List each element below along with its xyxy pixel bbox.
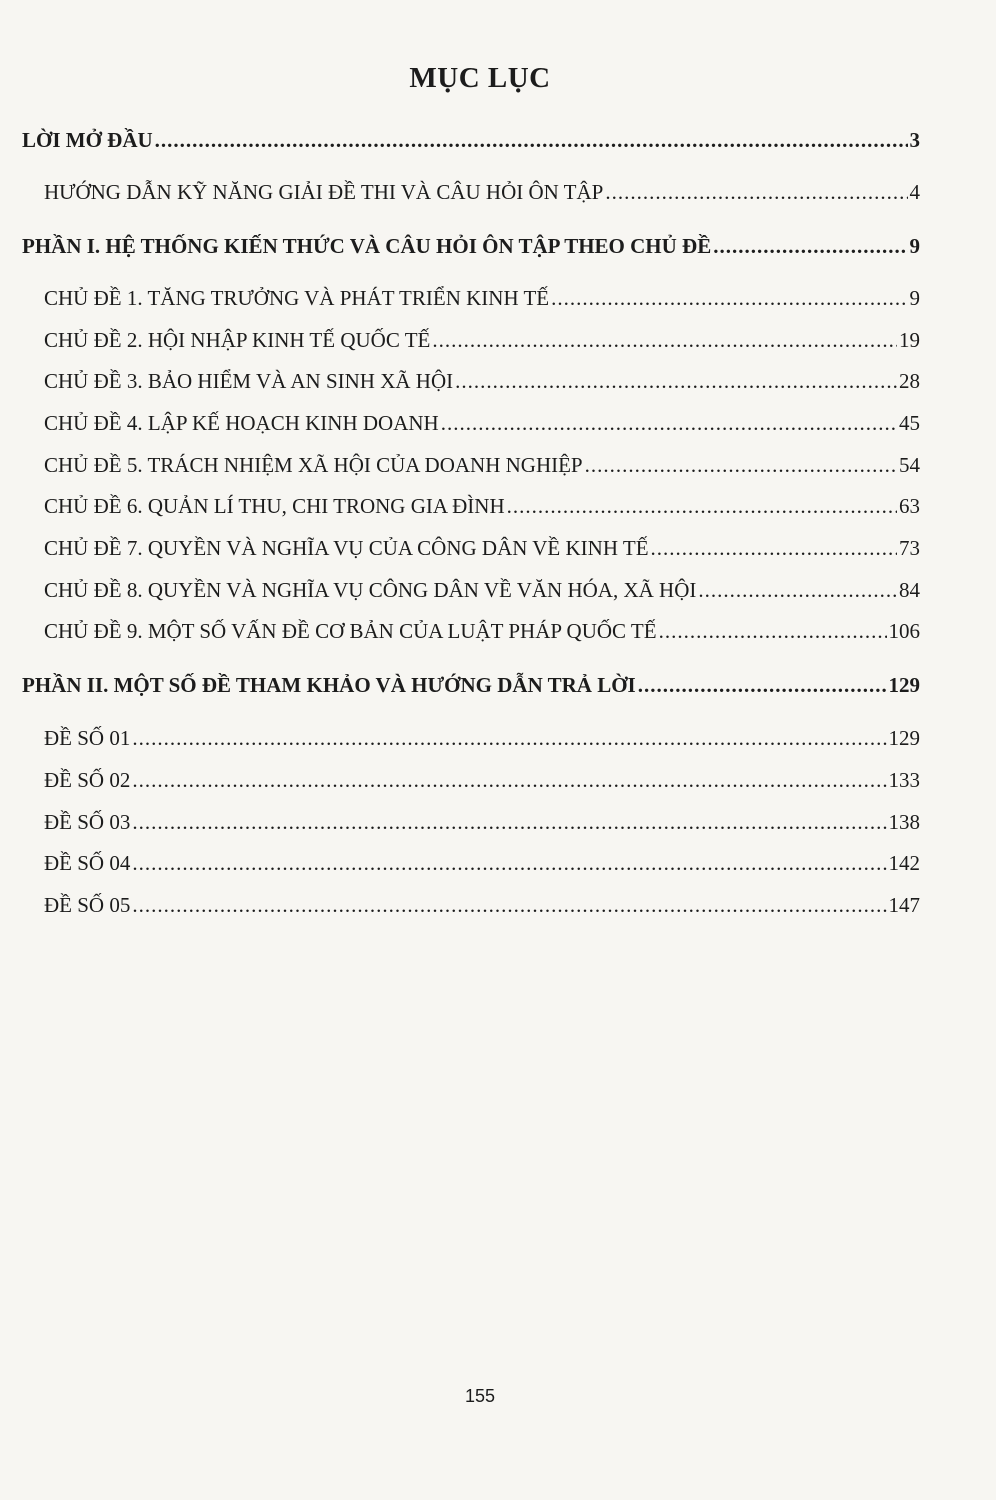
toc-dot-leader	[507, 492, 897, 520]
toc-entry-page: 9	[909, 234, 920, 258]
toc-dot-leader	[455, 367, 897, 395]
toc-entry	[44, 849, 920, 877]
toc-entry	[44, 178, 920, 206]
toc-entry-page: 9	[909, 286, 920, 310]
toc-entry-page: 142	[888, 851, 920, 875]
toc-entry	[22, 671, 920, 699]
page-number: 155	[464, 1386, 496, 1406]
toc-entry-page: 73	[899, 536, 920, 560]
toc-entry-label: CHỦ ĐỀ 4. LẬP KẾ HOẠCH KINH DOANH	[44, 411, 439, 435]
toc-entry	[44, 284, 920, 312]
toc-entry-label: HƯỚNG DẪN KỸ NĂNG GIẢI ĐỀ THI VÀ CÂU HỎI ÔN TẬP	[44, 180, 604, 204]
toc-entry	[44, 766, 920, 794]
toc-entry-page: 84	[899, 578, 920, 602]
toc-entry	[22, 126, 920, 154]
toc-entry-label: CHỦ ĐỀ 5. TRÁCH NHIỆM XÃ HỘI CỦA DOANH NGHIỆP	[44, 453, 583, 477]
toc-entry	[44, 409, 920, 437]
toc-entry-label: CHỦ ĐỀ 7. QUYỀN VÀ NGHĨA VỤ CỦA CÔNG DÂN VỀ KINH TẾ	[44, 536, 649, 560]
toc-entry	[44, 808, 920, 836]
toc-entry-label: CHỦ ĐỀ 2. HỘI NHẬP KINH TẾ QUỐC TẾ	[44, 328, 431, 352]
toc-entry-page: 147	[888, 893, 920, 917]
toc-entry-page: 138	[888, 810, 920, 834]
toc-dot-leader	[659, 617, 887, 645]
toc-entry-label: CHỦ ĐỀ 1. TĂNG TRƯỞNG VÀ PHÁT TRIỂN KINH TẾ	[44, 286, 550, 310]
toc-entry	[44, 576, 920, 604]
toc-entry	[44, 492, 920, 520]
toc-entry	[44, 534, 920, 562]
toc-entry-label: CHỦ ĐỀ 9. MỘT SỐ VẤN ĐỀ CƠ BẢN CỦA LUẬT PHÁP QUỐC TẾ	[44, 619, 657, 643]
toc-entry-label: ĐỀ SỐ 03	[44, 810, 131, 834]
toc-entry-page: 19	[899, 328, 920, 352]
toc-entry-label: ĐỀ SỐ 05	[44, 893, 131, 917]
toc-dot-leader	[605, 178, 907, 206]
toc-entry	[44, 367, 920, 395]
toc-entry-page: 28	[899, 369, 920, 393]
toc-entry-page: 3	[909, 128, 920, 152]
toc-entry-page: 129	[888, 726, 920, 750]
toc-entry-label: CHỦ ĐỀ 6. QUẢN LÍ THU, CHI TRONG GIA ĐÌNH	[44, 494, 505, 518]
toc-entry-label: ĐỀ SỐ 01	[44, 726, 131, 750]
toc-dot-leader	[441, 409, 897, 437]
page-title: MỤC LỤC	[409, 62, 551, 94]
toc-entry	[44, 451, 920, 479]
toc-entry-label: CHỦ ĐỀ 3. BẢO HIỂM VÀ AN SINH XÃ HỘI	[44, 369, 454, 393]
toc-entry-page: 106	[888, 619, 920, 643]
toc-dot-leader	[585, 451, 897, 479]
toc-entry	[44, 724, 920, 752]
toc-entry-page: 129	[888, 673, 920, 697]
toc-entry	[44, 617, 920, 645]
toc-entry	[44, 891, 920, 919]
toc-dot-leader	[155, 126, 908, 154]
toc-entry-page: 4	[909, 180, 920, 204]
toc-dot-leader	[132, 808, 886, 836]
toc-entry-label: LỜI MỞ ĐẦU	[22, 128, 153, 152]
toc-entry-label: PHẦN I. HỆ THỐNG KIẾN THỨC VÀ CÂU HỎI ÔN TẬP THEO CHỦ ĐỀ	[22, 234, 712, 258]
toc-dot-leader	[713, 232, 907, 260]
toc-entry-label: ĐỀ SỐ 02	[44, 768, 131, 792]
toc-entry-label: ĐỀ SỐ 04	[44, 851, 131, 875]
toc-entry-label: CHỦ ĐỀ 8. QUYỀN VÀ NGHĨA VỤ CÔNG DÂN VỀ VĂN HÓA, XÃ HỘI	[44, 578, 697, 602]
toc-dot-leader	[651, 534, 897, 562]
toc-entry	[44, 326, 920, 354]
toc-dot-leader	[132, 724, 886, 752]
toc-dot-leader	[698, 576, 897, 604]
toc-dot-leader	[132, 766, 886, 794]
toc-entry-page: 63	[899, 494, 920, 518]
toc-entry	[22, 232, 920, 260]
toc-entry-page: 54	[899, 453, 920, 477]
toc-dot-leader	[132, 891, 886, 919]
toc-dot-leader	[551, 284, 907, 312]
toc-entry-page: 45	[899, 411, 920, 435]
toc-entry-label: PHẦN II. MỘT SỐ ĐỀ THAM KHẢO VÀ HƯỚNG DẪN TRẢ LỜI	[22, 673, 636, 697]
toc-dot-leader	[638, 671, 887, 699]
toc-dot-leader	[432, 326, 897, 354]
toc-entry-page: 133	[888, 768, 920, 792]
toc-dot-leader	[132, 849, 886, 877]
